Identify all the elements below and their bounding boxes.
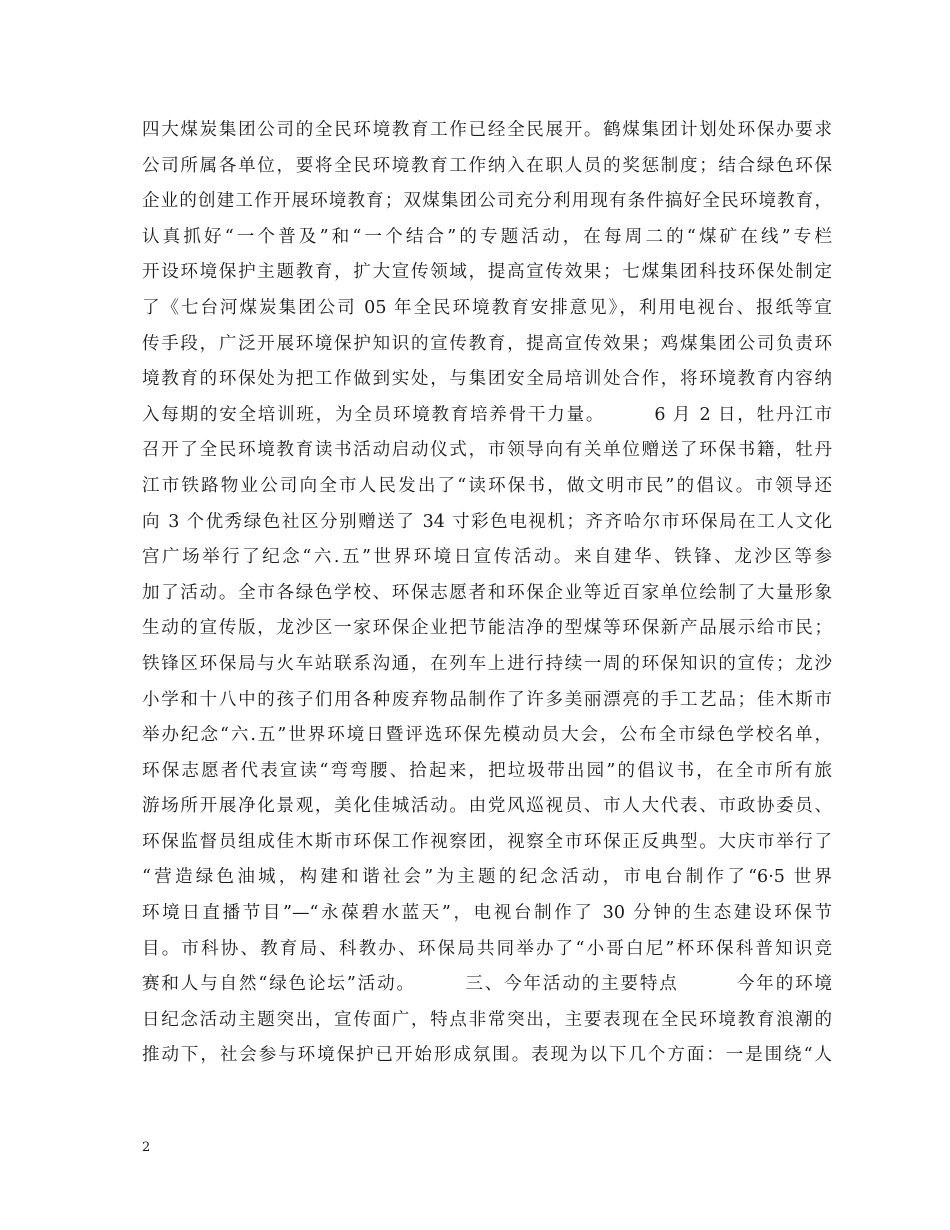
- text-line: 小学和十八中的孩子们用各种废弃物品制作了许多美丽漂亮的手工艺品；佳木斯市: [142, 689, 832, 710]
- text-line: 召开了全民环境教育读书活动启动仪式，市领导向有关单位赠送了环保书籍，牡丹: [142, 440, 832, 461]
- text-line: 向 3 个优秀绿色社区分别赠送了 34 寸彩色电视机；齐齐哈尔市环保局在工人文化: [142, 511, 832, 532]
- text-line: “营造绿色油城，构建和谐社会”为主题的纪念活动，市电台制作了“6·5 世界: [142, 867, 832, 888]
- text-line: 日纪念活动主题突出，宣传面广，特点非常突出，主要表现在全民环境教育浪潮的: [142, 1009, 832, 1030]
- text-line: 了《七台河煤炭集团公司 05 年全民环境教育安排意见》，利用电视台、报纸等宣: [142, 297, 832, 318]
- text-line: 公司所属各单位，要将全民环境教育工作纳入在职人员的奖惩制度；结合绿色环保: [142, 155, 832, 176]
- text-line: 赛和人与自然“绿色论坛”活动。 三、今年活动的主要特点 今年的环境: [142, 974, 832, 995]
- text-line: 境教育的环保处为把工作做到实处，与集团安全局培训处合作，将环境教育内容纳: [142, 369, 832, 390]
- text-line: 宫广场举行了纪念“六.五”世界环境日宣传活动。来自建华、铁锋、龙沙区等参: [142, 547, 832, 568]
- text-line: 入每期的安全培训班，为全员环境教育培养骨干力量。 6 月 2 日，牡丹江市: [142, 404, 832, 425]
- text-line: 四大煤炭集团公司的全民环境教育工作已经全民展开。鹤煤集团计划处环保办要求: [142, 120, 832, 140]
- text-line: 推动下，社会参与环境保护已开始形成氛围。表现为以下几个方面：一是围绕“人: [142, 1045, 832, 1066]
- text-line: 认真抓好“一个普及”和“一个结合”的专题活动，在每周二的“煤矿在线”专栏: [142, 226, 832, 247]
- text-line: 环保监督员组成佳木斯市环保工作视察团，视察全市环保正反典型。大庆市举行了: [142, 831, 832, 852]
- text-line: 江市铁路物业公司向全市人民发出了“读环保书，做文明市民”的倡议。市领导还: [142, 475, 832, 496]
- text-line: 环保志愿者代表宣读“弯弯腰、拾起来，把垃圾带出园”的倡议书，在全市所有旅: [142, 760, 832, 781]
- text-line: 举办纪念“六.五”世界环境日暨评选环保先模动员大会，公布全市绿色学校名单，: [142, 725, 832, 746]
- text-line: 传手段，广泛开展环境保护知识的宣传教育，提高宣传效果；鸡煤集团公司负责环: [142, 333, 832, 354]
- text-line: 开设环境保护主题教育，扩大宣传领域，提高宣传效果；七煤集团科技环保处制定: [142, 262, 832, 283]
- text-line: 环境日直播节目”—“永葆碧水蓝天”，电视台制作了 30 分钟的生态建设环保节: [142, 903, 832, 924]
- body-text: [142, 113, 832, 1074]
- text-line: 生动的宣传版，龙沙区一家环保企业把节能洁净的型煤等环保新产品展示给市民；: [142, 618, 832, 639]
- text-line: 目。市科协、教育局、科教办、环保局共同举办了“小哥白尼”杯环保科普知识竞: [142, 938, 832, 959]
- page-number: 2: [142, 1140, 151, 1155]
- text-line: 游场所开展净化景观，美化佳城活动。由党风巡视员、市人大代表、市政协委员、: [142, 796, 832, 817]
- text-line: 加了活动。全市各绿色学校、环保志愿者和环保企业等近百家单位绘制了大量形象: [142, 582, 832, 603]
- text-line: 铁锋区环保局与火车站联系沟通，在列车上进行持续一周的环保知识的宣传；龙沙: [142, 653, 832, 674]
- text-line: 企业的创建工作开展环境教育；双煤集团公司充分利用现有条件搞好全民环境教育，: [142, 191, 832, 212]
